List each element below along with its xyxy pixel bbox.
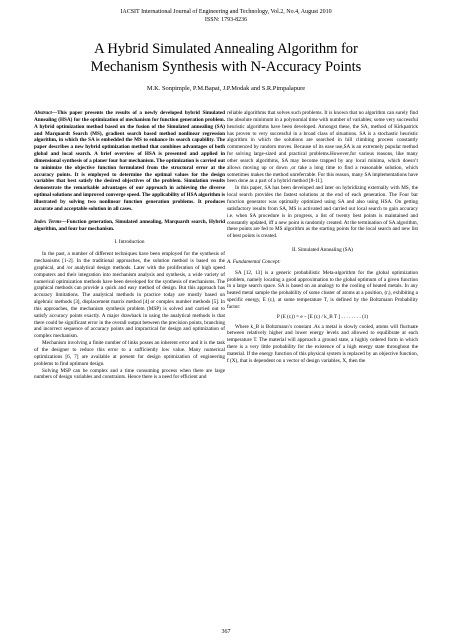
index-terms-text: —Function generation, Simulated annealing, Marquardt search, Hybrid algorithm, and four bar mechanism. xyxy=(34,218,225,232)
section-2-heading: II. Simulated Annealing (SA) xyxy=(291,247,354,254)
right-column xyxy=(227,110,418,365)
abstract-text: —This paper presents the results of a newly developed hybrid Simulated Annealing (HSA) for the optimization of mechanism for function generation problem. A hybrid optimization method based on the fusion of the Simulated annealing (SA) and Marquardt Search (MS), gradient search based method nonlinear regression algorithm, in which the SA is embedded the MS to enhance its search capability. The paper describes a new hybrid optimization method that combines advantages of both global and local search. A brief overview of HSA is presented and applied in dimensional synthesis of a planer four bar mechanism. The optimization is carried out to minimize the objective function formulated from the structural error at the accuracy points. It is employed to determine the optimal values for the design variables that best satisfy the desired objectives of the problem. Simulation results demonstrate the remarkable advantages of our approach in achieving the diverse optimal solutions and improved converge speed. The applicability of HSA algorithm is illustrated by solving two nonlinear function generation problems. It produces accurate and acceptable solution in all cases. xyxy=(34,110,225,212)
section-1-heading: I. Introduction xyxy=(114,239,145,246)
intro-paragraph-4: reliable algorithms that solves such problems. It is known that no algorithm can surely find the absolute minimum in a polynomial time with number of variables; some very successful heuristic algorithms have been developed. Amongst these, the SA, method of Kirkpatrick has proven to very successful in a broad class of situations. SA is a stochastic heuristic algorithm in which the solutions are searched in hill climbing process constantly commenced by random moves. Because of its ease use,SA is an extremely popular method for solving large-sized and practical problems.However,for various reasons, like many other search algorithms, SA may become trapped by any local minima, which doesn’t allows moving up or down ,or take a long time to find a reasonable solution, which sometimes makes the method unreferrable. For this reason, many SA implementations have been done as a part of a hybrid method [8-11]. xyxy=(227,110,418,185)
intro-paragraph-3: Solving MSP can be complex and a time consuming process when there are large numbers of design variables and constraints. Hence there is a need for efficient and xyxy=(34,367,225,381)
abstract-label: Abstract xyxy=(34,110,52,116)
left-column xyxy=(34,110,225,381)
title-line-1: A Hybrid Simulated Annealing Algorithm for xyxy=(94,41,358,57)
index-terms-label: Index Terms xyxy=(34,218,62,225)
abstract xyxy=(34,110,225,213)
journal-name: IACSIT International Journal of Engineering and Technology, Vol.2, No.4, August 2010 xyxy=(120,9,332,15)
boltzmann-equation: P (E (rᵢ)) = e – [E (rᵢ) / k_B T ] . . . . . . . . (1) xyxy=(276,313,369,320)
intro-paragraph-5: In this paper, SA has been developed and later on hybridizing externally with MS, the local search provides the fastest solutions at the end of each generation. The Four bar function generator was optimally optimized using SA and also using HSA. On getting satisfactory results from SA, MS is activated and carried out local search to gain accuracy i.e. when SA procedure is in progress, a list of twenty best points is maintained and constantly updated, iff a new point is randomly created. At the termination of SA algorithm, these points are fed to MS algorithm as the starting points for the local search and new list of best points is created. xyxy=(227,185,418,240)
journal-issn: ISSN: 1793-8236 xyxy=(204,17,248,23)
journal-header xyxy=(0,8,452,24)
sa-paragraph-1: SA [12, 13] is a generic probabilistic Meta-algorithm for the global optimization problem, namely locating a good approximation to the global optimum of a given function in a large search space. SA is based on an analogy to the cooling of heated metals. In any heated metal sample the probability of some cluster of atoms at a position, (rᵢ), exhibiting a specific energy, E (rᵢ), at some temperature T, is defined by the Boltzmann Probability factor: xyxy=(227,269,418,310)
intro-paragraph-2: Mechanism involving a finite number of links posses an inherent error and it is the task of the designer to reduce this error to a sufficiently low value. Many numerical optimizations [6, 7] are available at present for design optimization of engineering problems to find optimum design. xyxy=(34,340,225,367)
section-2-subheading: A. Fundamental Concept: xyxy=(227,258,281,265)
paper-authors: M.K. Sonpimple, P.M.Bapat, J.P.Modak and S.R.Pimpalapure xyxy=(146,85,306,92)
page-number: 367 xyxy=(221,629,231,635)
intro-paragraph-1: In the past, a number of different techniques have been employed for the synthesis of mechanisms [1-2]. In the traditional approaches, the solution method is based on the graphical, and /or analytical design methods. Later with the proliferation of high speed computers and their integration into mechanism analysis and synthesis, a wide variety of numerical optimization methods have been developed for the synthesis of mechanisms. The graphical methods can provide a quick and easy method of design. But this approach has accuracy limitations. The analytical methods in practice today are mostly based on algebraic methods [3], displacement matrix method [4] or complex number methods [5]. In this approaches, the mechanism synthesis problem (MSP) is solved and carried out to satisfy accuracy points exactly. A major drawback in using the analytical methods is that there could be significant error in the overall output between the precision points, branching and incorrect sequence of accuracy points and impractical for design and optimization of complex mechanism. xyxy=(34,251,226,340)
index-terms xyxy=(34,219,225,233)
title-line-2: Mechanism Synthesis with N-Accuracy Points xyxy=(90,59,362,75)
paper-title xyxy=(20,40,432,76)
sa-paragraph-2: Where k_B is Boltzmann’s constant .As a metal is slowly cooled, atoms will fluctuate between relatively higher and lower energy levels and allowed to equilibrate at each temperature T. The material will approach a ground state, a highly ordered form in which there is a very little probability for the existence of a high energy state throughout the material. If the energy function of this physical system is replaced by an objective function, f (X), that is dependent on a vector of design variables, X, then the xyxy=(227,323,418,364)
